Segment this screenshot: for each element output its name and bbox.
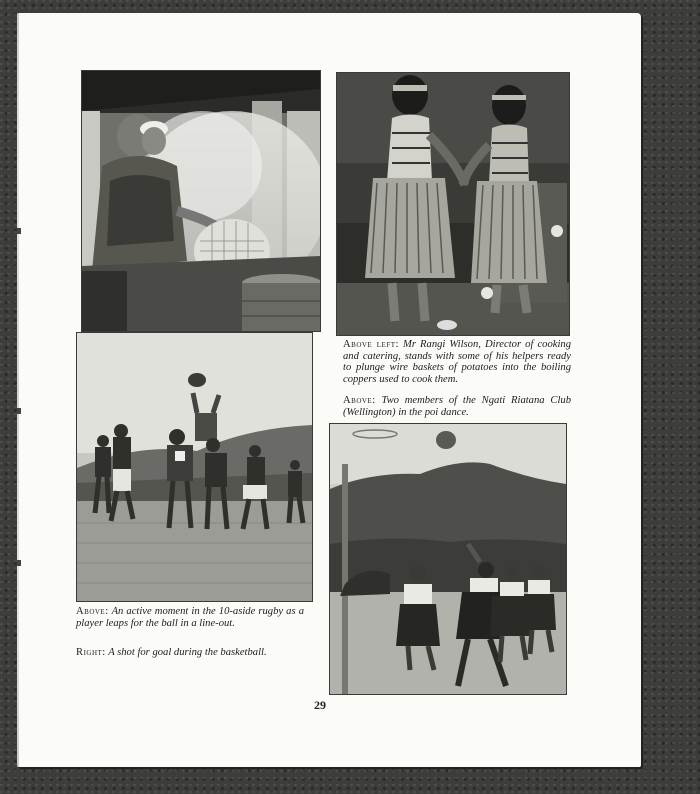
caption-text: Two members of the Ngati Riatana Club (Wellington) in the poi dance. bbox=[343, 395, 571, 418]
poi-dance-photo bbox=[336, 72, 570, 336]
binding-mark bbox=[17, 408, 21, 414]
rugby-photo bbox=[76, 332, 313, 602]
caption-lead: Above left: bbox=[343, 339, 399, 350]
page-number: 29 bbox=[314, 698, 326, 712]
caption-right bbox=[76, 647, 311, 659]
caption-lead: Above: bbox=[76, 606, 109, 617]
page-edge bbox=[17, 13, 19, 767]
cooking-photo bbox=[81, 70, 321, 332]
caption-above-rugby bbox=[76, 606, 304, 629]
caption-lead: Above: bbox=[343, 395, 376, 406]
basketball-photo bbox=[329, 423, 567, 695]
binding-mark bbox=[17, 228, 21, 234]
caption-lead: Right: bbox=[76, 647, 106, 658]
caption-text: Mr Rangi Wilson, Director of cooking and catering, stands with some of his helpers ready to plunge wire baskets of potatoes into the boiling coppers used to cook them. bbox=[343, 339, 571, 385]
caption-above-poi bbox=[343, 395, 571, 418]
caption-above-left bbox=[343, 339, 571, 385]
caption-text: A shot for goal during the basketball. bbox=[108, 647, 267, 658]
binding-mark bbox=[17, 560, 21, 566]
caption-text: An active moment in the 10-aside rugby as a player leaps for the ball in a line-out. bbox=[76, 606, 304, 629]
